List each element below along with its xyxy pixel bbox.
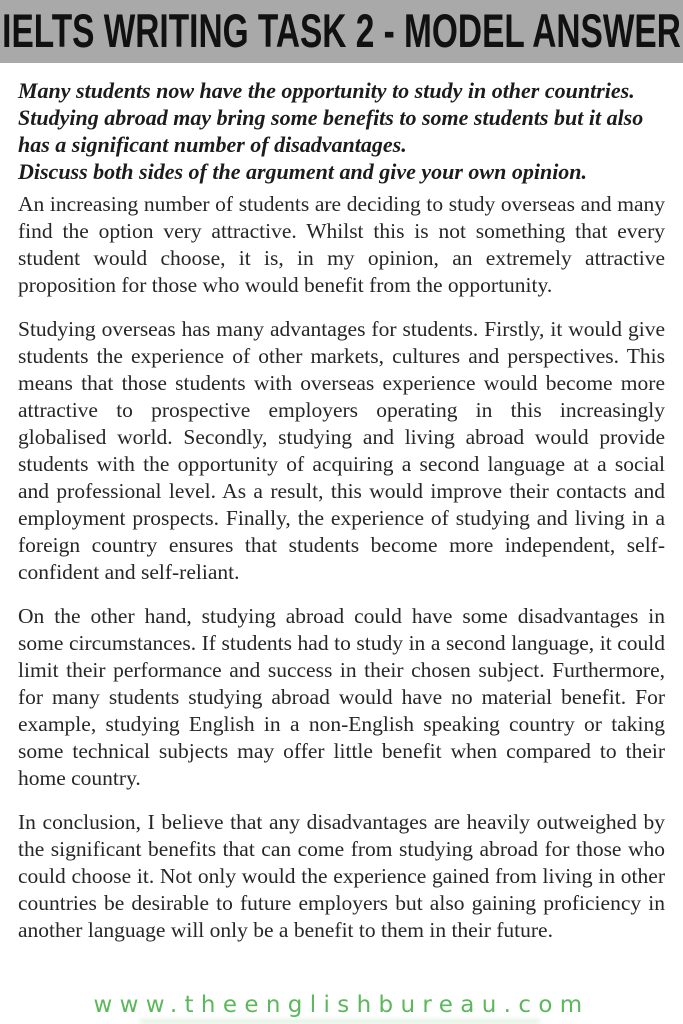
document-body [0, 63, 683, 944]
model-answer-essay [18, 191, 665, 944]
website-url: www.theenglishbureau.com [93, 992, 590, 1018]
footer-reflection-artifact [140, 1019, 540, 1024]
essay-paragraph-introduction: An increasing number of students are deciding to study overseas and many find the option very attractive. Whilst this is not something that every student would choose, it is, in my opinion, an extremely attractive proposition for those who would benefit from the opportunity. [18, 192, 665, 297]
task-prompt-instruction: Discuss both sides of the argument and give your own opinion. [18, 159, 588, 184]
essay-paragraph-disadvantages: On the other hand, studying abroad could have some disadvantages in some circumstances. If students had to study in a second language, it could limit their performance and success in their chosen subject. Furthermore, for many students studying abroad would have no material benefit. For example, studying English in a non-English speaking country or taking some technical subjects may offer little benefit when compared to their home country. [18, 604, 665, 790]
task-prompt [18, 77, 665, 185]
task-prompt-statement: Many students now have the opportunity to study in other countries. Studying abroad may bring some benefits to some students but it also has a significant number of disadvantages. [18, 78, 644, 157]
footer [0, 992, 683, 1018]
page-title: IELTS WRITING TASK 2 - MODEL ANSWER [2, 4, 681, 58]
essay-paragraph-conclusion: In conclusion, I believe that any disadvantages are heavily outweighed by the significant benefits that can come from studying abroad for those who could choose it. Not only would the experience gained from living in other countries be desirable to future employers but also gaining proficiency in another language will only be a benefit to them in their future. [18, 810, 665, 942]
header-bar [0, 0, 683, 63]
essay-paragraph-advantages: Studying overseas has many advantages for students. Firstly, it would give students the experience of other markets, cultures and perspectives. This means that those students with overseas experience would become more attractive to prospective employers operating in this increasingly globalised world. Secondly, studying and living abroad would provide students with the opportunity of acquiring a second language at a social and professional level. As a result, this would improve their contacts and employment prospects. Finally, the experience of studying and living in a foreign country ensures that students become more independent, self-confident and self-reliant. [18, 317, 665, 584]
